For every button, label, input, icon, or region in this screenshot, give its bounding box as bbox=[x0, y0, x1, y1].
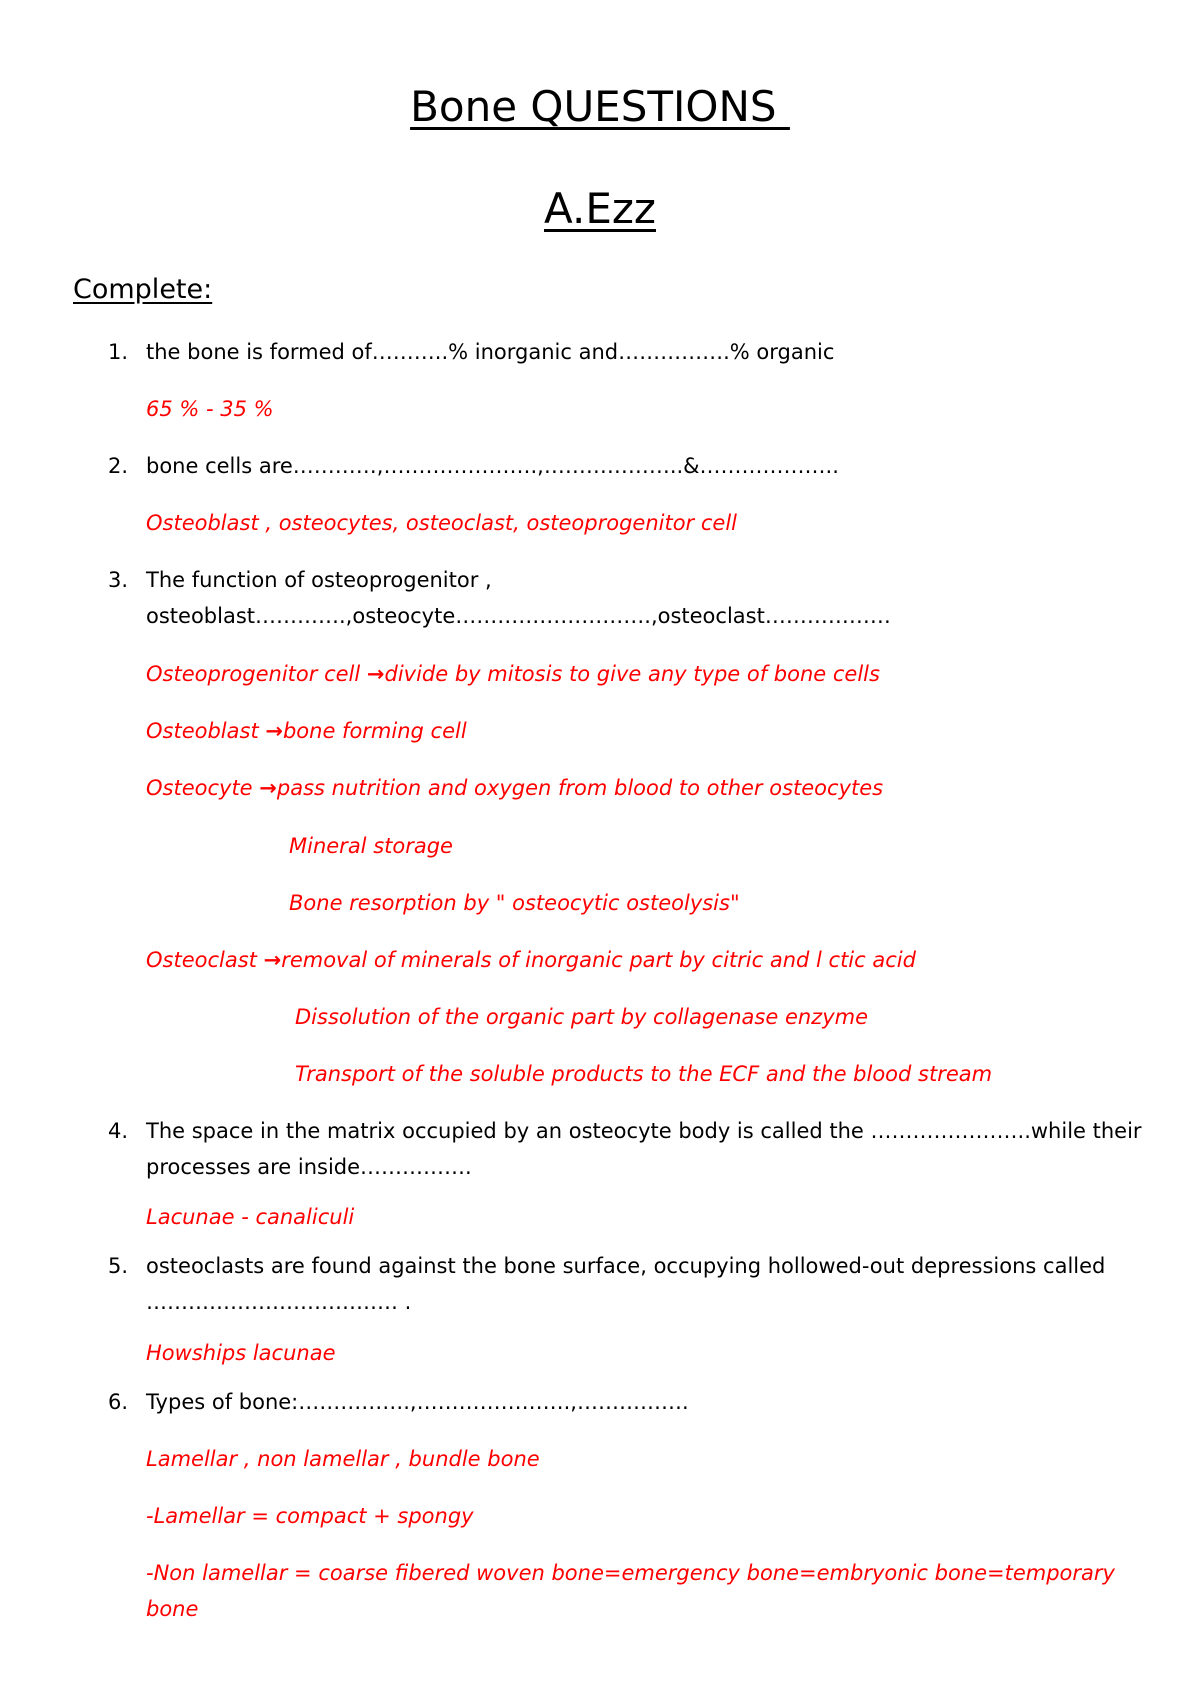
answer-3-line: Mineral storage bbox=[289, 834, 453, 858]
answer-3-line: Bone resorption by " osteocytic osteolysis" bbox=[289, 891, 740, 915]
answer-3-line bbox=[146, 770, 883, 806]
question-text: The space in the matrix occupied by an osteocyte body is called the …………………..while their processes are inside……………. bbox=[146, 1119, 1142, 1179]
question-number: 1. bbox=[108, 340, 129, 364]
arrow-icon: → bbox=[366, 662, 385, 686]
answer-text: bone forming cell bbox=[282, 719, 467, 743]
section-heading: Complete: bbox=[73, 274, 213, 305]
answer-label: Osteoprogenitor cell bbox=[146, 662, 367, 686]
answer-2: Osteoblast , osteocytes, osteoclast, osteoprogenitor cell bbox=[146, 511, 738, 535]
answer-6-line: -Lamellar = compact + spongy bbox=[146, 1504, 474, 1528]
answer-label: Osteoclast bbox=[146, 948, 264, 972]
answer-3-line bbox=[146, 713, 467, 749]
question-text: osteoclasts are found against the bone surface, occupying hollowed-out depressions called ……………………………… . bbox=[146, 1254, 1106, 1314]
answer-1: 65 % - 35 % bbox=[146, 397, 274, 421]
answer-text: divide by mitosis to give any type of bone cells bbox=[384, 662, 880, 686]
answer-3-line: Transport of the soluble products to the ECF and the blood stream bbox=[295, 1062, 993, 1086]
document-title: Bone QUESTIONS bbox=[410, 82, 790, 131]
answer-text: pass nutrition and oxygen from blood to other osteocytes bbox=[276, 776, 884, 800]
answer-5: Howships lacunae bbox=[146, 1341, 336, 1365]
question-text: Types of bone:…………….,………………….,……………. bbox=[146, 1390, 689, 1414]
author-name: A.Ezz bbox=[544, 184, 656, 233]
question-number: 3. bbox=[108, 568, 129, 592]
question-text: The function of osteoprogenitor , osteoblast………….,osteocyte……………………….,osteoclast……………… bbox=[146, 568, 891, 628]
answer-6-line: -Non lamellar = coarse fibered woven bone=emergency bone=embryonic bone=temporary bone bbox=[146, 1561, 1115, 1621]
answer-text: removal of minerals of inorganic part by citric and l ctic acid bbox=[281, 948, 916, 972]
question-number: 6. bbox=[108, 1390, 129, 1414]
answer-3-line bbox=[146, 942, 916, 978]
arrow-icon: → bbox=[263, 948, 282, 972]
answer-6-line: Lamellar , non lamellar , bundle bone bbox=[146, 1447, 540, 1471]
answer-3-line: Dissolution of the organic part by collagenase enzyme bbox=[295, 1005, 869, 1029]
arrow-icon: → bbox=[265, 719, 283, 743]
arrow-icon: → bbox=[259, 776, 277, 800]
question-number: 4. bbox=[108, 1119, 129, 1143]
answer-label: Osteocyte bbox=[146, 776, 260, 800]
question-text: the bone is formed of………..% inorganic and…………….% organic bbox=[146, 340, 835, 364]
answer-3-line bbox=[146, 656, 880, 692]
answer-4: Lacunae - canaliculi bbox=[146, 1205, 355, 1229]
answer-label: Osteoblast bbox=[146, 719, 266, 743]
question-number: 2. bbox=[108, 454, 129, 478]
question-number: 5. bbox=[108, 1254, 129, 1278]
question-text: bone cells are…………,………………….,………………..&……………….. bbox=[146, 454, 839, 478]
